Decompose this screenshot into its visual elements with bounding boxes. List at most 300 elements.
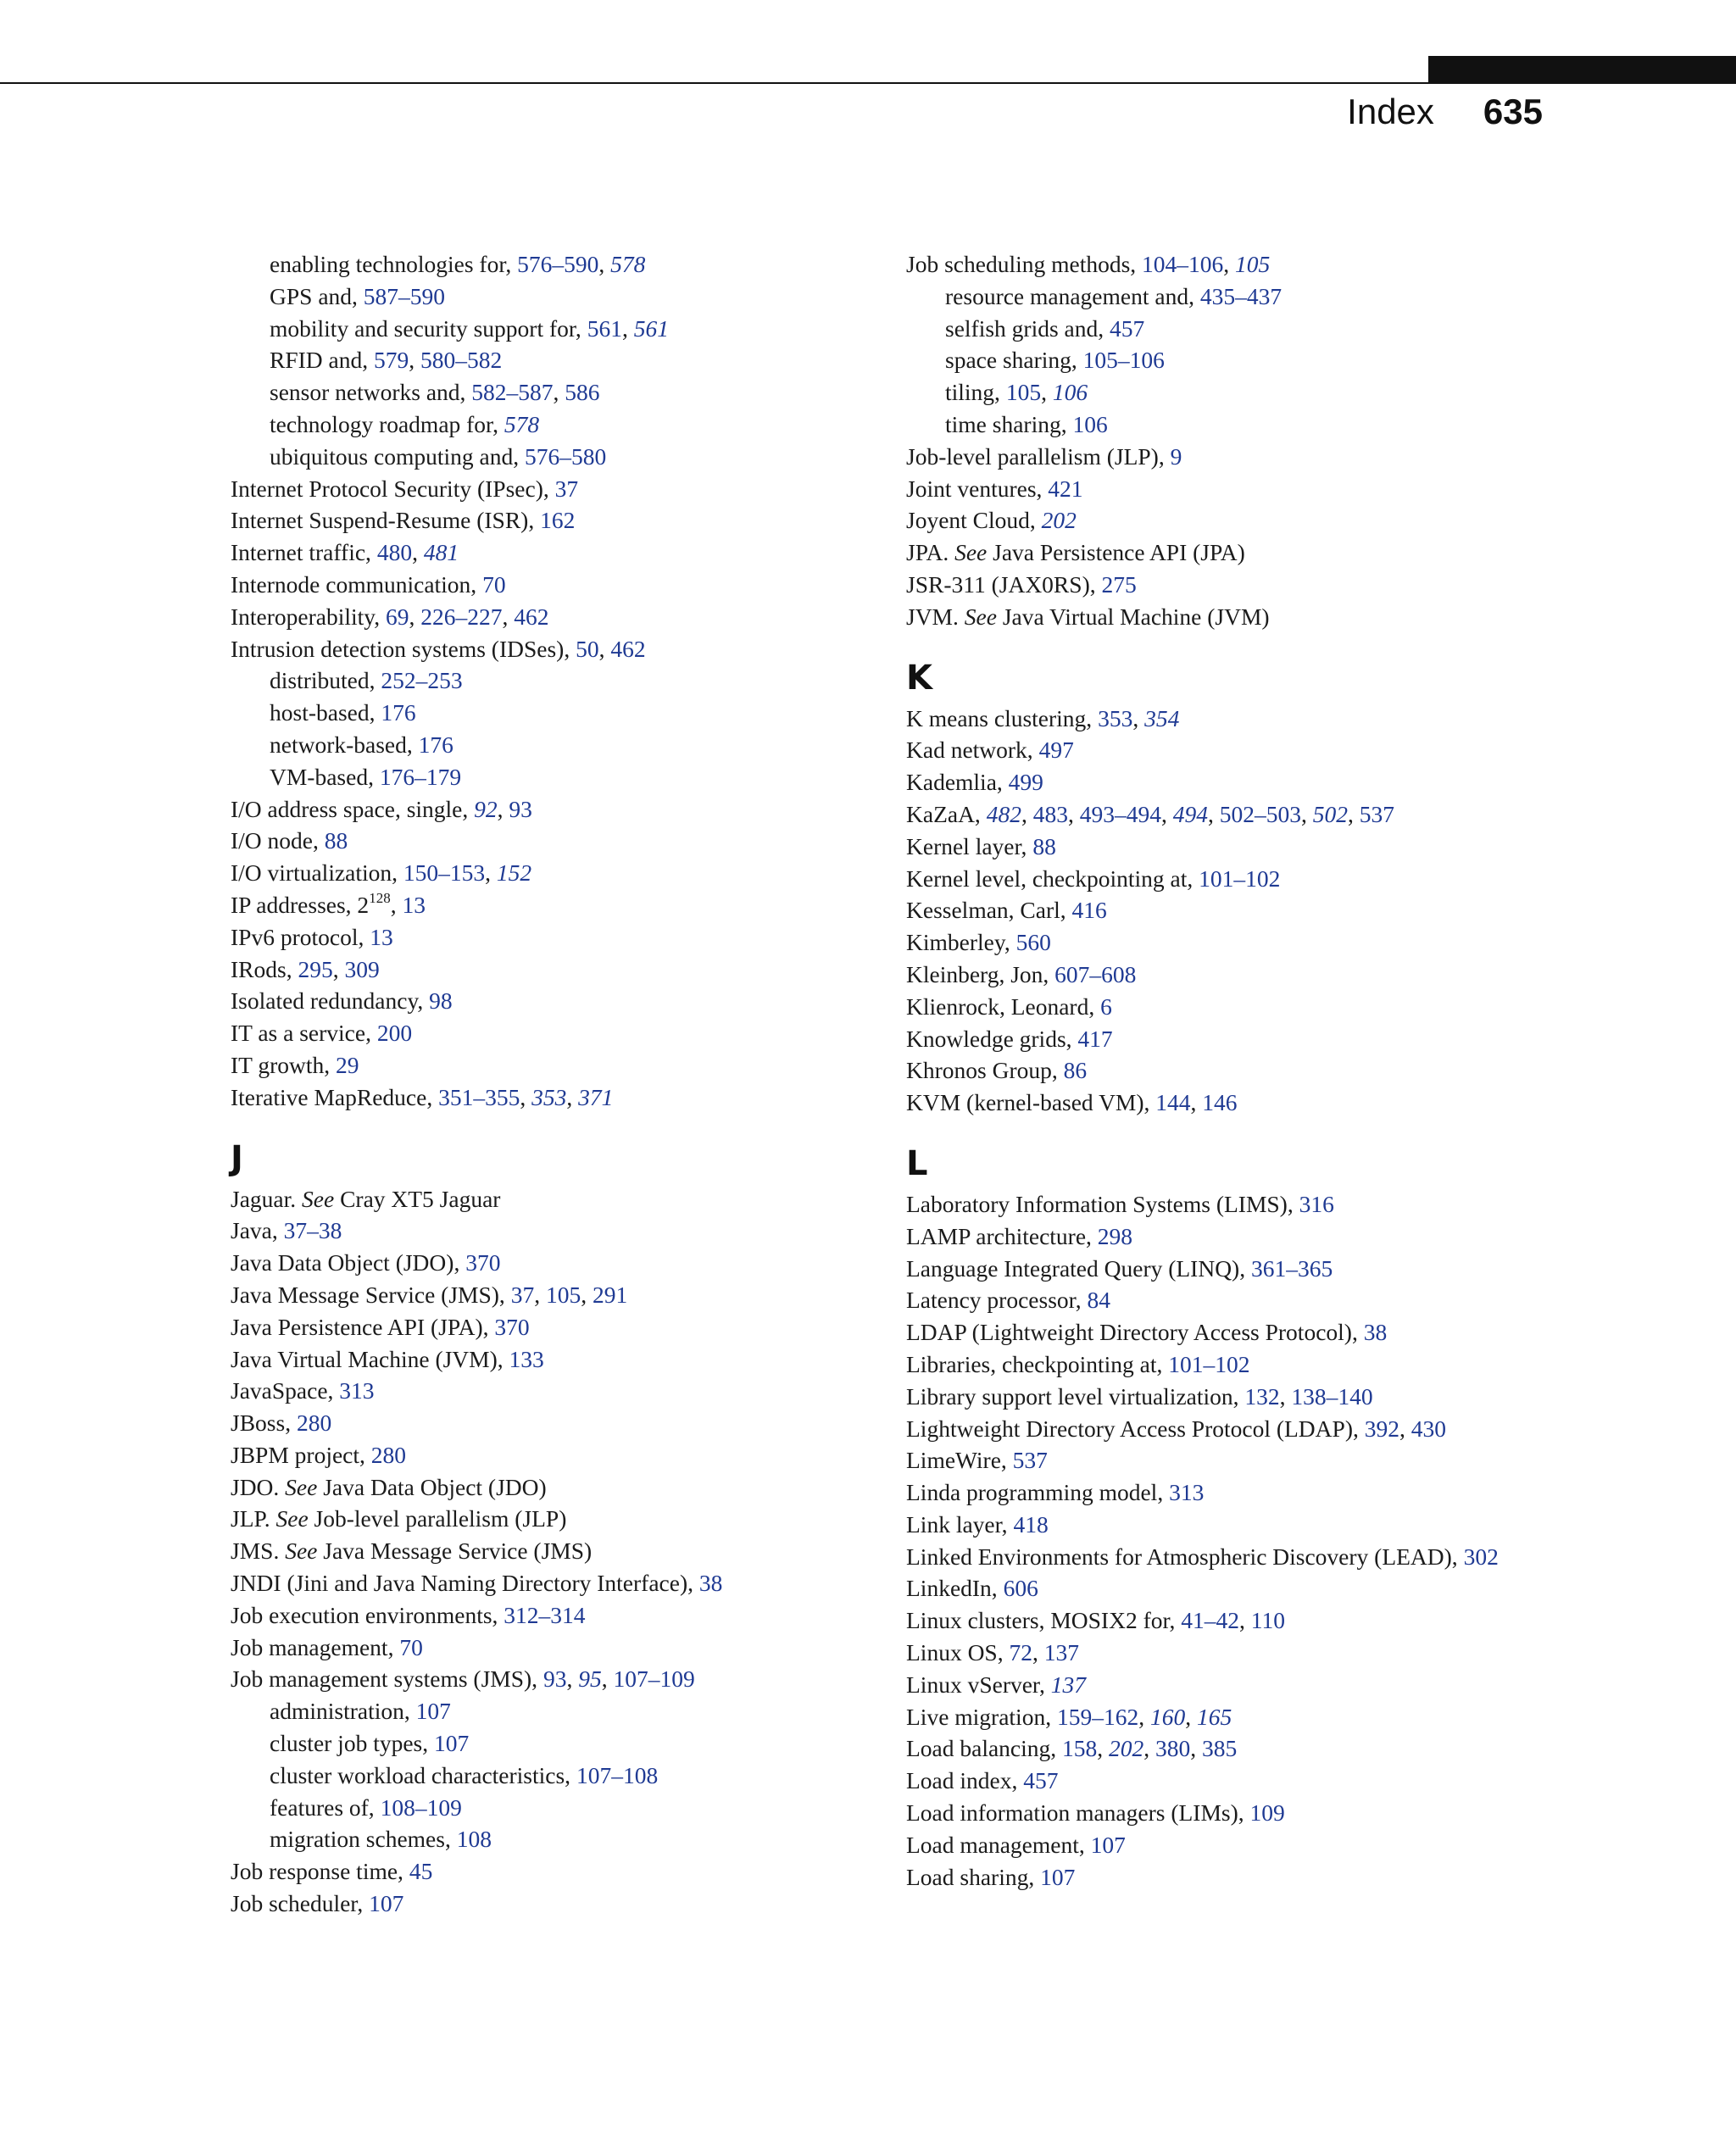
entry-text: , — [1041, 379, 1053, 406]
page-reference-link[interactable]: 280 — [370, 1441, 407, 1468]
index-column-left — [231, 248, 875, 1920]
index-entry — [906, 248, 1533, 281]
page-reference-link[interactable]: 95 — [578, 1666, 602, 1693]
page-reference-link[interactable]: 37–38 — [283, 1217, 342, 1244]
page-reference-link[interactable]: 392 — [1364, 1415, 1399, 1442]
page-reference-link[interactable]: 421 — [1048, 475, 1083, 502]
entry-text: , — [1143, 1735, 1156, 1762]
page-reference-link[interactable]: 502 — [1312, 800, 1348, 827]
page-reference-link[interactable]: 13 — [370, 923, 393, 950]
page-reference-link[interactable]: 105 — [1005, 379, 1042, 406]
index-subentry — [906, 376, 1533, 409]
entry-text: technology roadmap for, — [270, 410, 504, 437]
page-reference-link[interactable]: 537 — [1012, 1447, 1048, 1474]
page-reference-link[interactable]: 457 — [1023, 1767, 1059, 1794]
index-entry — [906, 441, 1533, 473]
index-entry — [906, 959, 1533, 991]
index-entry — [906, 1413, 1533, 1445]
page-reference-link[interactable]: 158 — [1062, 1735, 1098, 1762]
header-rule — [0, 82, 1736, 84]
page-reference-link[interactable]: 106 — [1072, 410, 1108, 437]
index-subentry — [906, 313, 1533, 345]
entry-text: IRods, — [231, 955, 298, 982]
index-entry — [231, 793, 875, 826]
index-entry — [231, 1279, 875, 1311]
entry-text: Kad network, — [906, 737, 1039, 764]
page-reference-link[interactable]: 462 — [514, 603, 549, 630]
entry-text: I/O node, — [231, 827, 325, 854]
entry-text: Khronos Group, — [906, 1057, 1064, 1084]
entry-text: sensor networks and, — [270, 379, 472, 406]
index-entry — [231, 1663, 875, 1695]
entry-text: , — [1239, 1607, 1251, 1634]
page-reference-link[interactable]: 354 — [1144, 704, 1180, 731]
entry-text: Job-level parallelism (JLP), — [906, 442, 1171, 470]
page-reference-link[interactable]: 309 — [344, 955, 380, 982]
page-reference-link[interactable]: 13 — [402, 891, 426, 918]
page-reference-link[interactable]: 385 — [1202, 1735, 1238, 1762]
entry-text: VM-based, — [270, 763, 380, 790]
entry-text: , — [412, 539, 424, 566]
index-entry — [906, 1861, 1533, 1894]
section-gap — [906, 633, 1533, 659]
page-reference-link[interactable]: 109 — [1249, 1799, 1285, 1827]
index-entry — [231, 1049, 875, 1082]
page-reference-link[interactable]: 70 — [399, 1633, 423, 1660]
index-entry — [906, 1054, 1533, 1087]
page-reference-link[interactable]: 29 — [336, 1051, 359, 1078]
page-reference-link[interactable]: 202 — [1109, 1735, 1144, 1762]
entry-text: Job-level parallelism (JLP) — [308, 1505, 567, 1532]
index-entry — [231, 1599, 875, 1632]
page-reference-link[interactable]: 93 — [542, 1666, 567, 1693]
page-reference-link[interactable]: 146 — [1202, 1089, 1238, 1116]
index-entry — [906, 1541, 1533, 1573]
page-reference-link[interactable]: 483 — [1032, 800, 1068, 827]
entry-text: Java Persistence API (JPA) — [987, 539, 1245, 566]
page-reference-link[interactable]: 92 — [474, 795, 498, 822]
page-reference-link[interactable]: 371 — [578, 1083, 614, 1110]
page-reference-link[interactable]: 133 — [509, 1345, 544, 1372]
entry-text: Jaguar. — [231, 1185, 303, 1212]
entry-text: IT as a service, — [231, 1020, 377, 1047]
entry-text: Kernel level, checkpointing at, — [906, 865, 1199, 892]
entry-text: Internet Protocol Security (IPsec), — [231, 475, 555, 502]
index-subentry — [231, 376, 875, 409]
entry-text: , — [1097, 1735, 1110, 1762]
index-subentry — [231, 729, 875, 761]
page-reference-link[interactable]: 105 — [545, 1281, 581, 1308]
page-reference-link[interactable]: 165 — [1196, 1703, 1232, 1730]
index-entry — [906, 734, 1533, 766]
page-reference-link[interactable]: 560 — [1015, 929, 1051, 956]
page-reference-link[interactable]: 537 — [1359, 800, 1394, 827]
page-reference-link[interactable]: 107 — [369, 1890, 404, 1917]
index-entry — [906, 1253, 1533, 1285]
page-reference-link[interactable]: 84 — [1087, 1287, 1110, 1314]
page-reference-link[interactable]: 106 — [1052, 379, 1088, 406]
entry-text: Link layer, — [906, 1510, 1014, 1538]
entry-text: Laboratory Information Systems (LIMS), — [906, 1190, 1299, 1217]
index-entry — [231, 473, 875, 505]
page-reference-link[interactable]: 70 — [482, 570, 506, 598]
page-reference-link[interactable]: 302 — [1463, 1543, 1499, 1570]
page-reference-link[interactable]: 200 — [376, 1020, 413, 1047]
page-reference-link[interactable]: 202 — [1041, 507, 1077, 534]
entry-text: Library support level virtualization, — [906, 1382, 1245, 1410]
index-entry — [906, 1637, 1533, 1669]
index-subentry — [231, 1727, 875, 1760]
section-title: Index — [1347, 92, 1434, 131]
index-entry — [231, 504, 875, 537]
page-reference-link[interactable]: 132 — [1244, 1382, 1280, 1410]
page-reference-link[interactable]: 576–590 — [517, 251, 599, 277]
page-reference-link[interactable]: 582–587 — [471, 379, 554, 406]
index-subentry — [231, 248, 875, 281]
entry-text: , — [332, 955, 345, 982]
page-reference-link[interactable]: 435–437 — [1199, 282, 1283, 309]
index-subentry — [231, 1792, 875, 1824]
entry-text: features of, — [270, 1793, 381, 1821]
index-subentry — [906, 344, 1533, 376]
page-reference-link[interactable]: 9 — [1170, 442, 1182, 470]
entry-text: Kesselman, Carl, — [906, 897, 1072, 924]
page-reference-link[interactable]: 226–227 — [420, 603, 503, 630]
entry-text: , — [390, 891, 403, 918]
page-reference-link[interactable]: 280 — [296, 1410, 332, 1437]
page-reference-link[interactable]: 176 — [418, 731, 453, 758]
page-reference-link[interactable]: 481 — [423, 539, 459, 566]
page-reference-link[interactable]: 88 — [324, 827, 348, 854]
page-reference-link[interactable]: 499 — [1008, 769, 1043, 796]
entry-text: , — [1347, 800, 1360, 827]
entry-text: Linux OS, — [906, 1639, 1010, 1666]
entry-text: KVM (kernel-based VM), — [906, 1089, 1156, 1116]
page-reference-link[interactable]: 105–106 — [1082, 347, 1165, 374]
entry-text: tiling, — [945, 379, 1006, 406]
index-entry — [231, 1439, 875, 1471]
index-subentry — [231, 761, 875, 793]
index-entry — [906, 703, 1533, 735]
index-entry — [231, 601, 875, 633]
entry-text: Linked Environments for Atmospheric Discovery (LEAD), — [906, 1543, 1464, 1570]
entry-text: JDO. — [231, 1473, 286, 1500]
entry-text: JNDI (Jini and Java Naming Directory Interface), — [231, 1570, 699, 1597]
page-reference-link[interactable]: 88 — [1032, 832, 1056, 859]
page-reference-link[interactable]: 45 — [409, 1858, 433, 1885]
entry-text: Lightweight Directory Access Protocol (LDAP), — [906, 1415, 1365, 1442]
page-reference-link[interactable]: 312–314 — [504, 1601, 586, 1628]
page-reference-link[interactable]: 144 — [1155, 1089, 1191, 1116]
page-reference-link[interactable]: 607–608 — [1054, 960, 1137, 987]
entry-text: , — [520, 1083, 532, 1110]
page-reference-link[interactable]: 107–109 — [613, 1666, 695, 1693]
index-entry — [906, 1829, 1533, 1861]
index-entry — [231, 537, 875, 569]
page-reference-link[interactable]: 108–109 — [380, 1793, 462, 1821]
entry-text: Interoperability, — [231, 603, 387, 630]
page-reference-link[interactable]: 38 — [698, 1570, 723, 1597]
page-reference-link[interactable]: 93 — [509, 795, 532, 822]
page-reference-link[interactable]: 160 — [1149, 1703, 1186, 1730]
page-reference-link[interactable]: 462 — [610, 635, 646, 662]
page-reference-link[interactable]: 137 — [1043, 1639, 1079, 1666]
entry-text: Joyent Cloud, — [906, 507, 1042, 534]
page-reference-link[interactable]: 353 — [1098, 704, 1133, 731]
index-entry — [231, 954, 875, 986]
entry-text: mobility and security support for, — [270, 314, 587, 342]
entry-text: Cray XT5 Jaguar — [334, 1185, 501, 1212]
page-reference-link[interactable]: 101–102 — [1168, 1350, 1250, 1377]
page-reference-link[interactable]: 98 — [429, 987, 453, 1015]
page-reference-link[interactable]: 502–503 — [1219, 800, 1301, 827]
entry-text: , — [621, 314, 634, 342]
page-reference-link[interactable]: 101–102 — [1199, 865, 1281, 892]
page-reference-link[interactable]: 295 — [298, 955, 333, 982]
page-reference-link[interactable]: 176 — [381, 699, 416, 726]
entry-text: , — [1160, 800, 1173, 827]
page-reference-link[interactable]: 480 — [376, 539, 413, 566]
page-reference-link[interactable]: 576–580 — [524, 442, 607, 470]
page-reference-link[interactable]: 110 — [1250, 1607, 1286, 1634]
page-reference-link[interactable]: 252–253 — [381, 667, 463, 694]
index-entry — [906, 1604, 1533, 1637]
index-subentry — [231, 1823, 875, 1855]
page-reference-link[interactable]: 578 — [504, 410, 540, 437]
entry-text: , — [1190, 1735, 1203, 1762]
index-subentry — [231, 697, 875, 729]
page-reference-link[interactable]: 108 — [456, 1826, 492, 1853]
page-reference-link[interactable]: 370 — [494, 1313, 530, 1340]
entry-text: , — [1223, 251, 1236, 277]
entry-text: , — [1132, 704, 1145, 731]
page-reference-link[interactable]: 291 — [592, 1281, 628, 1308]
page-reference-link[interactable]: 493–494 — [1079, 800, 1161, 827]
section-gap — [231, 1114, 875, 1139]
index-entry — [231, 569, 875, 601]
page-reference-link[interactable]: 361–365 — [1250, 1254, 1333, 1282]
entry-text: LAMP architecture, — [906, 1222, 1098, 1249]
page-reference-link[interactable]: 138–140 — [1291, 1382, 1373, 1410]
entry-text: Load balancing, — [906, 1735, 1063, 1762]
page-reference-link[interactable]: 580–582 — [420, 347, 503, 374]
page-reference-link[interactable]: 586 — [565, 379, 600, 406]
superscript: 128 — [369, 889, 391, 906]
page-reference-link[interactable]: 316 — [1299, 1190, 1334, 1217]
index-subentry — [231, 281, 875, 313]
entry-text: cluster job types, — [270, 1730, 434, 1757]
index-subentry — [231, 1695, 875, 1727]
section-gap — [906, 1119, 1533, 1144]
page-reference-link[interactable]: 152 — [496, 859, 532, 887]
page-reference-link[interactable]: 69 — [386, 603, 409, 630]
page-reference-link[interactable]: 561 — [633, 314, 669, 342]
page-reference-link[interactable]: 418 — [1013, 1510, 1049, 1538]
entry-text: Language Integrated Query (LINQ), — [906, 1254, 1251, 1282]
entry-text: distributed, — [270, 667, 381, 694]
page-reference-link[interactable]: 107 — [1090, 1831, 1126, 1858]
entry-text: network-based, — [270, 731, 419, 758]
index-entry — [906, 1284, 1533, 1316]
page-reference-link[interactable]: 351–355 — [438, 1083, 520, 1110]
page-reference-link[interactable]: 353 — [531, 1083, 567, 1110]
index-entry — [906, 991, 1533, 1023]
entry-text: Iterative MapReduce, — [231, 1083, 439, 1110]
page-reference-link[interactable]: 137 — [1050, 1671, 1086, 1698]
index-entry — [906, 473, 1533, 505]
index-entry — [231, 1343, 875, 1376]
page-reference-link[interactable]: 494 — [1172, 800, 1208, 827]
entry-text: Java Data Object (JDO), — [231, 1249, 466, 1276]
page-reference-link[interactable]: 72 — [1009, 1639, 1032, 1666]
entry-text: Libraries, checkpointing at, — [906, 1350, 1169, 1377]
index-entry — [231, 1855, 875, 1888]
entry-text: Isolated redundancy, — [231, 987, 430, 1015]
index-entry — [906, 831, 1533, 863]
entry-text: Kademlia, — [906, 769, 1009, 796]
index-subentry — [906, 281, 1533, 313]
page-reference-link[interactable]: 578 — [610, 251, 646, 277]
index-subentry — [231, 441, 875, 473]
entry-text: resource management and, — [945, 282, 1200, 309]
entry-text: Job management, — [231, 1633, 400, 1660]
see-reference: See — [954, 539, 988, 566]
index-entry — [906, 1221, 1533, 1253]
page-reference-link[interactable]: 587–590 — [363, 282, 446, 309]
page-reference-link[interactable]: 6 — [1100, 993, 1112, 1020]
running-head — [1347, 92, 1543, 142]
entry-text: migration schemes, — [270, 1826, 457, 1853]
entry-text: Internet traffic, — [231, 539, 377, 566]
index-entry — [231, 825, 875, 857]
index-entry — [906, 894, 1533, 926]
entry-text: Job scheduler, — [231, 1890, 370, 1917]
entry-text: JSR-311 (JAX0RS), — [906, 570, 1102, 598]
entry-text: Load sharing, — [906, 1863, 1041, 1890]
page-reference-link[interactable]: 38 — [1363, 1319, 1388, 1346]
page-reference-link[interactable]: 107 — [434, 1730, 470, 1757]
page-reference-link[interactable]: 86 — [1063, 1057, 1088, 1084]
entry-text: , — [553, 379, 565, 406]
page-reference-link[interactable]: 579 — [374, 347, 409, 374]
see-reference: See — [285, 1473, 318, 1500]
entry-text: Load index, — [906, 1767, 1024, 1794]
see-reference: See — [964, 603, 997, 630]
page-reference-link[interactable]: 176–179 — [379, 763, 462, 790]
index-entry — [906, 1476, 1533, 1509]
entry-text: IT growth, — [231, 1051, 336, 1078]
entry-text: JMS. — [231, 1538, 286, 1565]
entry-text: Job execution environments, — [231, 1601, 504, 1628]
index-entry — [906, 1381, 1533, 1413]
index-entry — [231, 1017, 875, 1049]
page-reference-link[interactable]: 380 — [1155, 1735, 1191, 1762]
entry-text: Job management systems (JMS), — [231, 1666, 543, 1693]
page-reference-link[interactable]: 37 — [554, 475, 579, 502]
page-reference-link[interactable]: 482 — [986, 800, 1021, 827]
entry-text: ubiquitous computing and, — [270, 442, 525, 470]
entry-text: KaZaA, — [906, 800, 987, 827]
entry-text: Kimberley, — [906, 929, 1016, 956]
page-reference-link[interactable]: 104–106 — [1142, 251, 1224, 277]
index-entry — [906, 1349, 1533, 1381]
entry-text: Java Virtual Machine (JVM), — [231, 1345, 509, 1372]
entry-text: , — [497, 795, 509, 822]
page-reference-link[interactable]: 497 — [1038, 737, 1074, 764]
see-reference: See — [302, 1185, 335, 1212]
entry-text: Java Data Object (JDO) — [317, 1473, 547, 1500]
entry-text: Linda programming model, — [906, 1479, 1170, 1506]
entry-text: GPS and, — [270, 282, 364, 309]
entry-text: space sharing, — [945, 347, 1083, 374]
page-reference-link[interactable]: 275 — [1101, 570, 1137, 598]
page-reference-link[interactable]: 37 — [510, 1281, 535, 1308]
index-entry — [231, 1567, 875, 1599]
page-reference-link[interactable]: 370 — [465, 1249, 501, 1276]
entry-text: Java Persistence API (JPA), — [231, 1313, 495, 1340]
index-entry — [906, 1572, 1533, 1604]
page-reference-link[interactable]: 107 — [1040, 1863, 1076, 1890]
index-subentry — [231, 665, 875, 697]
entry-text: , — [1067, 800, 1080, 827]
page-reference-link[interactable]: 417 — [1077, 1025, 1113, 1052]
page-reference-link[interactable]: 606 — [1003, 1575, 1038, 1602]
entry-text: , — [581, 1281, 593, 1308]
see-reference: See — [275, 1505, 309, 1532]
page-reference-link[interactable]: 41–42 — [1181, 1607, 1240, 1634]
page-reference-link[interactable]: 159–162 — [1056, 1703, 1139, 1730]
page-reference-link[interactable]: 416 — [1071, 897, 1107, 924]
entry-text: , — [502, 603, 515, 630]
see-reference: See — [285, 1538, 318, 1565]
page-reference-link[interactable]: 313 — [339, 1377, 375, 1404]
page-reference-link[interactable]: 162 — [540, 507, 576, 534]
page-reference-link[interactable]: 150–153 — [403, 859, 486, 887]
index-subentry — [231, 313, 875, 345]
entry-text: Internode communication, — [231, 570, 483, 598]
entry-text: I/O virtualization, — [231, 859, 403, 887]
index-entry — [231, 1375, 875, 1407]
index-entry — [231, 633, 875, 665]
index-entry — [231, 1632, 875, 1664]
entry-text: Linux vServer, — [906, 1671, 1051, 1698]
page-reference-link[interactable]: 107–108 — [576, 1761, 659, 1788]
entry-text: IP addresses, 2 — [231, 891, 370, 918]
page-reference-link[interactable]: 313 — [1169, 1479, 1205, 1506]
page-reference-link[interactable]: 105 — [1235, 251, 1271, 277]
page-reference-link[interactable]: 457 — [1110, 314, 1145, 342]
entry-text: enabling technologies for, — [270, 251, 518, 277]
entry-text: K means clustering, — [906, 704, 1099, 731]
index-entry — [231, 889, 875, 921]
page-reference-link[interactable]: 561 — [587, 314, 622, 342]
page-number: 635 — [1483, 92, 1543, 131]
page-reference-link[interactable]: 430 — [1410, 1415, 1446, 1442]
page-reference-link[interactable]: 50 — [576, 635, 599, 662]
entry-text: , — [1185, 1703, 1197, 1730]
index-entry — [231, 1247, 875, 1279]
entry-text: Load management, — [906, 1831, 1091, 1858]
entry-text: , — [566, 1666, 579, 1693]
index-subentry — [231, 409, 875, 441]
entry-text: , — [566, 1083, 579, 1110]
page-reference-link[interactable]: 107 — [415, 1698, 451, 1725]
page-reference-link[interactable]: 298 — [1097, 1222, 1133, 1249]
index-entry — [231, 1535, 875, 1567]
entry-text: Job response time, — [231, 1858, 409, 1885]
entry-text: , — [409, 603, 421, 630]
entry-text: , — [1399, 1415, 1411, 1442]
